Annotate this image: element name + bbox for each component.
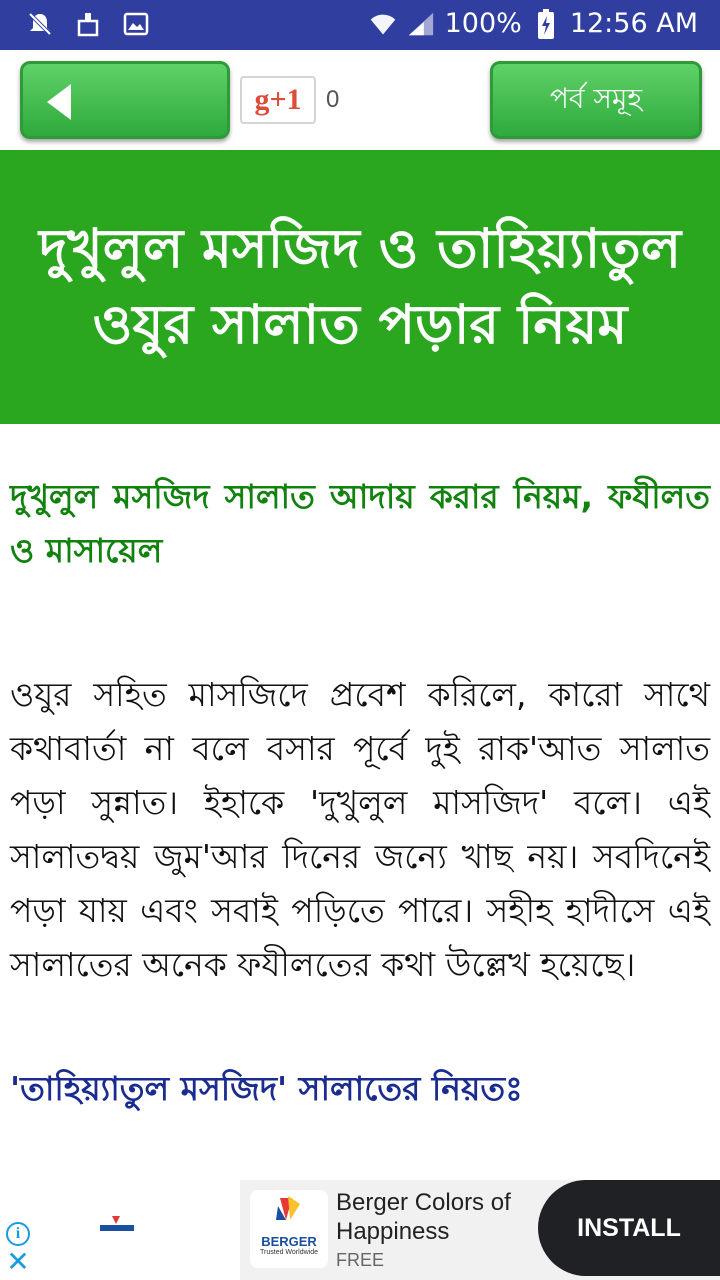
back-button[interactable] [20,61,230,139]
google-plus-one-button[interactable]: g+1 [240,76,316,124]
notifications-muted-icon [26,10,54,38]
berger-small-logo-icon [100,1216,134,1238]
page-title: দুখুলুল মসজিদ ও তাহিয়্যাতুল ওযুর সালাত পড়ার নিয়ম [38,217,682,356]
image-icon [122,10,150,38]
article-subheading: দুখুলুল মসজিদ সালাত আদায় করার নিয়ম, ফযীলত ও মাসায়েল [10,477,710,570]
status-bar [0,0,720,50]
install-button[interactable]: INSTALL [538,1180,720,1276]
back-arrow-icon [47,84,71,120]
berger-logo-icon [250,1190,328,1234]
status-left-icons [26,10,150,38]
battery-percent: 100% [444,8,522,39]
battery-charging-icon [532,10,560,38]
title-banner [0,150,720,424]
niyat-heading: 'তাহিয়্যাতুল মসজিদ' সালাতের নিয়তঃ [10,1069,523,1108]
ad-price: FREE [336,1250,385,1270]
chapters-button[interactable]: পর্ব সমূহ [490,61,702,139]
ad-close-icon[interactable]: ✕ [6,1245,30,1278]
article-content [10,470,710,1116]
article-paragraph: ওযুর সহিত মাসজিদে প্রবেশ করিলে, কারো সাথে কথাবার্তা না বলে বসার পূর্বে দুই রাক'আত সালাত পড়া সুন্নাত। ইহাকে 'দুখুলুল মাসজিদ' বলে। এই সালাতদ্বয় জুম'আর দিনের জন্যে খাছ নয়। সবদিনেই পড়া যায় এবং সবাই পড়িতে পারে। সহীহ হাদীসে এই সালাতের অনেক ফযীলতের কথা উল্লেখ হয়েছে। [10,675,710,984]
signal-icon [407,10,435,38]
ad-app-logo [250,1190,328,1268]
status-right [369,8,698,39]
cleaner-icon [74,10,102,38]
wifi-icon [369,10,397,38]
google-plus-count: 0 [326,86,340,113]
ad-info-icon[interactable]: i [6,1222,30,1246]
ad-title: Berger Colors of Happiness [336,1189,511,1245]
toolbar [0,50,720,150]
ad-brand-tagline: Trusted Worldwide [260,1249,318,1256]
clock: 12:56 AM [569,8,698,39]
ad-brand: BERGER [261,1234,317,1249]
